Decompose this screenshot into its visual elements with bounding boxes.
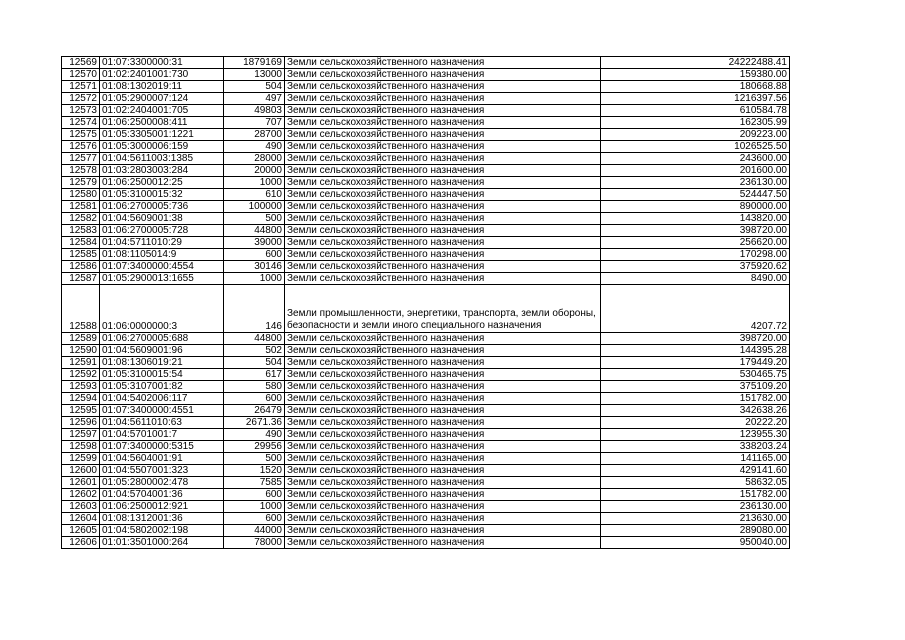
row-id-cell: 12577	[62, 153, 100, 165]
row-id-cell: 12583	[62, 225, 100, 237]
cadastral-value-cell: 8490.00	[601, 273, 790, 285]
row-id-cell: 12581	[62, 201, 100, 213]
table-row	[62, 117, 790, 129]
area-cell: 504	[224, 81, 285, 93]
cadastral-value-cell: 151782.00	[601, 489, 790, 501]
land-registry-table	[61, 56, 790, 549]
land-category-cell: Земли сельскохозяйственного назначения	[285, 357, 601, 369]
row-id-cell: 12598	[62, 441, 100, 453]
area-cell: 1000	[224, 273, 285, 285]
cadastral-number-cell: 01:05:3100015:54	[100, 369, 224, 381]
land-category-cell: Земли сельскохозяйственного назначения	[285, 525, 601, 537]
area-cell: 146	[224, 285, 285, 333]
cadastral-value-cell: 610584.78	[601, 105, 790, 117]
table-row	[62, 381, 790, 393]
land-category-cell: Земли сельскохозяйственного назначения	[285, 213, 601, 225]
cadastral-number-cell: 01:05:3100015:32	[100, 189, 224, 201]
area-cell: 28000	[224, 153, 285, 165]
table-row	[62, 333, 790, 345]
area-cell: 497	[224, 93, 285, 105]
table-row	[62, 177, 790, 189]
table-row	[62, 273, 790, 285]
row-id-cell: 12605	[62, 525, 100, 537]
area-cell: 600	[224, 393, 285, 405]
row-id-cell: 12594	[62, 393, 100, 405]
cadastral-value-cell: 144395.28	[601, 345, 790, 357]
cadastral-number-cell: 01:05:2800002:478	[100, 477, 224, 489]
area-cell: 44800	[224, 225, 285, 237]
row-id-cell: 12602	[62, 489, 100, 501]
cadastral-number-cell: 01:05:3107001:82	[100, 381, 224, 393]
cadastral-number-cell: 01:02:2401001:730	[100, 69, 224, 81]
cadastral-value-cell: 398720.00	[601, 225, 790, 237]
row-id-cell: 12587	[62, 273, 100, 285]
land-category-cell: Земли сельскохозяйственного назначения	[285, 249, 601, 261]
land-category-cell: Земли сельскохозяйственного назначения	[285, 417, 601, 429]
table-row	[62, 153, 790, 165]
area-cell: 707	[224, 117, 285, 129]
row-id-cell: 12571	[62, 81, 100, 93]
cadastral-number-cell: 01:06:2700005:688	[100, 333, 224, 345]
cadastral-value-cell: 530465.75	[601, 369, 790, 381]
cadastral-value-cell: 1026525.50	[601, 141, 790, 153]
table-row	[62, 405, 790, 417]
cadastral-number-cell: 01:04:5611010:63	[100, 417, 224, 429]
table-row	[62, 165, 790, 177]
area-cell: 580	[224, 381, 285, 393]
row-id-cell: 12596	[62, 417, 100, 429]
cadastral-number-cell: 01:04:5609001:96	[100, 345, 224, 357]
land-category-cell: Земли сельскохозяйственного назначения	[285, 153, 601, 165]
area-cell: 617	[224, 369, 285, 381]
row-id-cell: 12569	[62, 57, 100, 69]
table-row	[62, 537, 790, 549]
cadastral-value-cell: 143820.00	[601, 213, 790, 225]
area-cell: 502	[224, 345, 285, 357]
cadastral-value-cell: 338203.24	[601, 441, 790, 453]
cadastral-number-cell: 01:05:2900013:1655	[100, 273, 224, 285]
cadastral-value-cell: 213630.00	[601, 513, 790, 525]
row-id-cell: 12575	[62, 129, 100, 141]
land-category-cell: Земли сельскохозяйственного назначения	[285, 237, 601, 249]
cadastral-value-cell: 201600.00	[601, 165, 790, 177]
cadastral-value-cell: 123955.30	[601, 429, 790, 441]
cadastral-number-cell: 01:02:2404001:705	[100, 105, 224, 117]
land-category-cell: Земли сельскохозяйственного назначения	[285, 165, 601, 177]
table-row	[62, 489, 790, 501]
table-row	[62, 285, 790, 333]
area-cell: 504	[224, 357, 285, 369]
table-row	[62, 417, 790, 429]
land-category-cell: Земли сельскохозяйственного назначения	[285, 69, 601, 81]
table-row	[62, 105, 790, 117]
cadastral-value-cell: 151782.00	[601, 393, 790, 405]
table-row	[62, 81, 790, 93]
land-category-cell: Земли сельскохозяйственного назначения	[285, 537, 601, 549]
row-id-cell: 12600	[62, 465, 100, 477]
row-id-cell: 12601	[62, 477, 100, 489]
cadastral-number-cell: 01:04:5701001:7	[100, 429, 224, 441]
land-category-cell: Земли сельскохозяйственного назначения	[285, 57, 601, 69]
cadastral-number-cell: 01:03:2803003:284	[100, 165, 224, 177]
land-category-cell: Земли сельскохозяйственного назначения	[285, 381, 601, 393]
cadastral-value-cell: 162305.99	[601, 117, 790, 129]
cadastral-number-cell: 01:06:2700005:736	[100, 201, 224, 213]
row-id-cell: 12579	[62, 177, 100, 189]
row-id-cell: 12582	[62, 213, 100, 225]
row-id-cell: 12576	[62, 141, 100, 153]
table-row	[62, 369, 790, 381]
area-cell: 100000	[224, 201, 285, 213]
row-id-cell: 12588	[62, 285, 100, 333]
cadastral-value-cell: 342638.26	[601, 405, 790, 417]
cadastral-number-cell: 01:04:5611003:1385	[100, 153, 224, 165]
cadastral-value-cell: 236130.00	[601, 177, 790, 189]
cadastral-number-cell: 01:04:5507001:323	[100, 465, 224, 477]
land-category-cell: Земли сельскохозяйственного назначения	[285, 117, 601, 129]
cadastral-number-cell: 01:08:1306019:21	[100, 357, 224, 369]
row-id-cell: 12578	[62, 165, 100, 177]
table-row	[62, 429, 790, 441]
cadastral-number-cell: 01:06:2500012:25	[100, 177, 224, 189]
cadastral-number-cell: 01:07:3400000:4554	[100, 261, 224, 273]
cadastral-value-cell: 209223.00	[601, 129, 790, 141]
row-id-cell: 12595	[62, 405, 100, 417]
table-row	[62, 189, 790, 201]
table-row	[62, 477, 790, 489]
cadastral-value-cell: 180668.88	[601, 81, 790, 93]
table-row	[62, 357, 790, 369]
land-category-cell: Земли сельскохозяйственного назначения	[285, 369, 601, 381]
cadastral-value-cell: 24222488.41	[601, 57, 790, 69]
area-cell: 500	[224, 213, 285, 225]
table-row	[62, 525, 790, 537]
table-body	[62, 57, 790, 549]
table-row	[62, 69, 790, 81]
land-category-cell: Земли сельскохозяйственного назначения	[285, 189, 601, 201]
cadastral-value-cell: 141165.00	[601, 453, 790, 465]
table-row	[62, 237, 790, 249]
row-id-cell: 12603	[62, 501, 100, 513]
table-row	[62, 213, 790, 225]
table-row	[62, 261, 790, 273]
area-cell: 490	[224, 429, 285, 441]
table-row	[62, 501, 790, 513]
area-cell: 44000	[224, 525, 285, 537]
cadastral-number-cell: 01:05:2900007:124	[100, 93, 224, 105]
cadastral-value-cell: 58632.05	[601, 477, 790, 489]
cadastral-value-cell: 950040.00	[601, 537, 790, 549]
cadastral-value-cell: 398720.00	[601, 333, 790, 345]
row-id-cell: 12606	[62, 537, 100, 549]
table-row	[62, 141, 790, 153]
land-category-cell: Земли сельскохозяйственного назначения	[285, 261, 601, 273]
area-cell: 2671.36	[224, 417, 285, 429]
land-category-cell: Земли сельскохозяйственного назначения	[285, 201, 601, 213]
table-row	[62, 249, 790, 261]
area-cell: 30146	[224, 261, 285, 273]
cadastral-number-cell: 01:07:3400000:5315	[100, 441, 224, 453]
area-cell: 610	[224, 189, 285, 201]
land-category-cell: Земли сельскохозяйственного назначения	[285, 453, 601, 465]
cadastral-value-cell: 20222.20	[601, 417, 790, 429]
cadastral-value-cell: 289080.00	[601, 525, 790, 537]
area-cell: 7585	[224, 477, 285, 489]
area-cell: 600	[224, 489, 285, 501]
cadastral-number-cell: 01:04:5711010:29	[100, 237, 224, 249]
land-category-cell: Земли сельскохозяйственного назначения	[285, 141, 601, 153]
row-id-cell: 12574	[62, 117, 100, 129]
land-category-cell: Земли сельскохозяйственного назначения	[285, 513, 601, 525]
land-category-cell: Земли сельскохозяйственного назначения	[285, 225, 601, 237]
table-row	[62, 129, 790, 141]
row-id-cell: 12586	[62, 261, 100, 273]
cadastral-number-cell: 01:04:5704001:36	[100, 489, 224, 501]
cadastral-value-cell: 375920.62	[601, 261, 790, 273]
cadastral-number-cell: 01:08:1105014:9	[100, 249, 224, 261]
area-cell: 39000	[224, 237, 285, 249]
cadastral-number-cell: 01:06:2500012:921	[100, 501, 224, 513]
area-cell: 13000	[224, 69, 285, 81]
cadastral-number-cell: 01:08:1312001:36	[100, 513, 224, 525]
land-category-cell: Земли сельскохозяйственного назначения	[285, 345, 601, 357]
row-id-cell: 12572	[62, 93, 100, 105]
cadastral-number-cell: 01:01:3501000:264	[100, 537, 224, 549]
area-cell: 1879169	[224, 57, 285, 69]
area-cell: 29956	[224, 441, 285, 453]
cadastral-number-cell: 01:05:3305001:1221	[100, 129, 224, 141]
land-category-cell: Земли промышленности, энергетики, транспорта, земли обороны, безопасности и земли иного специального назначения	[285, 285, 601, 333]
table-row	[62, 513, 790, 525]
area-cell: 78000	[224, 537, 285, 549]
table-row	[62, 57, 790, 69]
land-category-cell: Земли сельскохозяйственного назначения	[285, 81, 601, 93]
row-id-cell: 12593	[62, 381, 100, 393]
cadastral-number-cell: 01:07:3300000:31	[100, 57, 224, 69]
land-category-cell: Земли сельскохозяйственного назначения	[285, 177, 601, 189]
cadastral-number-cell: 01:04:5609001:38	[100, 213, 224, 225]
cadastral-value-cell: 256620.00	[601, 237, 790, 249]
table-row	[62, 393, 790, 405]
area-cell: 1000	[224, 501, 285, 513]
area-cell: 20000	[224, 165, 285, 177]
row-id-cell: 12590	[62, 345, 100, 357]
cadastral-value-cell: 4207.72	[601, 285, 790, 333]
area-cell: 600	[224, 249, 285, 261]
row-id-cell: 12597	[62, 429, 100, 441]
cadastral-value-cell: 179449.20	[601, 357, 790, 369]
row-id-cell: 12570	[62, 69, 100, 81]
row-id-cell: 12584	[62, 237, 100, 249]
row-id-cell: 12589	[62, 333, 100, 345]
cadastral-number-cell: 01:06:2500008:411	[100, 117, 224, 129]
land-category-cell: Земли сельскохозяйственного назначения	[285, 441, 601, 453]
area-cell: 490	[224, 141, 285, 153]
land-category-cell: Земли сельскохозяйственного назначения	[285, 93, 601, 105]
cadastral-value-cell: 429141.60	[601, 465, 790, 477]
area-cell: 44800	[224, 333, 285, 345]
cadastral-value-cell: 1216397.56	[601, 93, 790, 105]
area-cell: 26479	[224, 405, 285, 417]
row-id-cell: 12592	[62, 369, 100, 381]
cadastral-value-cell: 170298.00	[601, 249, 790, 261]
cadastral-value-cell: 236130.00	[601, 501, 790, 513]
table-row	[62, 441, 790, 453]
cadastral-number-cell: 01:06:0000000:3	[100, 285, 224, 333]
cadastral-value-cell: 524447.50	[601, 189, 790, 201]
row-id-cell: 12585	[62, 249, 100, 261]
row-id-cell: 12599	[62, 453, 100, 465]
row-id-cell: 12604	[62, 513, 100, 525]
area-cell: 28700	[224, 129, 285, 141]
area-cell: 500	[224, 453, 285, 465]
table-row	[62, 93, 790, 105]
area-cell: 600	[224, 513, 285, 525]
row-id-cell: 12573	[62, 105, 100, 117]
table-row	[62, 465, 790, 477]
cadastral-value-cell: 243600.00	[601, 153, 790, 165]
cadastral-number-cell: 01:04:5402006:117	[100, 393, 224, 405]
area-cell: 1000	[224, 177, 285, 189]
cadastral-value-cell: 375109.20	[601, 381, 790, 393]
land-category-cell: Земли сельскохозяйственного назначения	[285, 273, 601, 285]
area-cell: 49803	[224, 105, 285, 117]
table-row	[62, 225, 790, 237]
land-category-cell: Земли сельскохозяйственного назначения	[285, 489, 601, 501]
cadastral-number-cell: 01:05:3000006:159	[100, 141, 224, 153]
table-row	[62, 201, 790, 213]
cadastral-number-cell: 01:08:1302019:11	[100, 81, 224, 93]
land-category-cell: Земли сельскохозяйственного назначения	[285, 477, 601, 489]
cadastral-number-cell: 01:07:3400000:4551	[100, 405, 224, 417]
land-category-cell: Земли сельскохозяйственного назначения	[285, 429, 601, 441]
cadastral-value-cell: 890000.00	[601, 201, 790, 213]
cadastral-number-cell: 01:06:2700005:728	[100, 225, 224, 237]
row-id-cell: 12580	[62, 189, 100, 201]
land-category-cell: Земли сельскохозяйственного назначения	[285, 405, 601, 417]
land-category-cell: Земли сельскохозяйственного назначения	[285, 501, 601, 513]
land-category-cell: Земли сельскохозяйственного назначения	[285, 465, 601, 477]
cadastral-number-cell: 01:04:5802002:198	[100, 525, 224, 537]
table-row	[62, 345, 790, 357]
area-cell: 1520	[224, 465, 285, 477]
land-category-cell: Земли сельскохозяйственного назначения	[285, 129, 601, 141]
land-category-cell: Земли сельскохозяйственного назначения	[285, 333, 601, 345]
cadastral-value-cell: 159380.00	[601, 69, 790, 81]
land-category-cell: Земли сельскохозяйственного назначения	[285, 393, 601, 405]
table-row	[62, 453, 790, 465]
land-category-cell: Земли сельскохозяйственного назначения	[285, 105, 601, 117]
row-id-cell: 12591	[62, 357, 100, 369]
cadastral-number-cell: 01:04:5604001:91	[100, 453, 224, 465]
